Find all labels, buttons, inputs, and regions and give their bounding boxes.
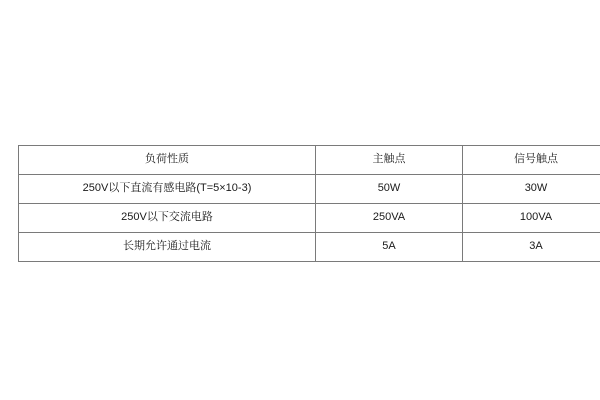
- table-header-main-contact: 主触点: [316, 146, 463, 175]
- table-cell-main-contact: 250VA: [316, 204, 463, 233]
- table-cell-signal-contact: 30W: [463, 175, 600, 204]
- table-cell-load-nature: 250V以下直流有感电路(T=5×10-3): [19, 175, 316, 204]
- table-row: [19, 204, 600, 233]
- table-header-load-nature: 负荷性质: [19, 146, 316, 175]
- table-cell-signal-contact: 3A: [463, 233, 600, 262]
- table-cell-load-nature: 250V以下交流电路: [19, 204, 316, 233]
- table-cell-main-contact: 50W: [316, 175, 463, 204]
- table-cell-main-contact: 5A: [316, 233, 463, 262]
- table-row: [19, 233, 600, 262]
- spec-table-container: [18, 145, 582, 262]
- table-cell-load-nature: 长期允许通过电流: [19, 233, 316, 262]
- table-cell-signal-contact: 100VA: [463, 204, 600, 233]
- table-header-row: [19, 146, 600, 175]
- table-header-signal-contact: 信号触点: [463, 146, 600, 175]
- contact-rating-table: [18, 145, 600, 262]
- table-row: [19, 175, 600, 204]
